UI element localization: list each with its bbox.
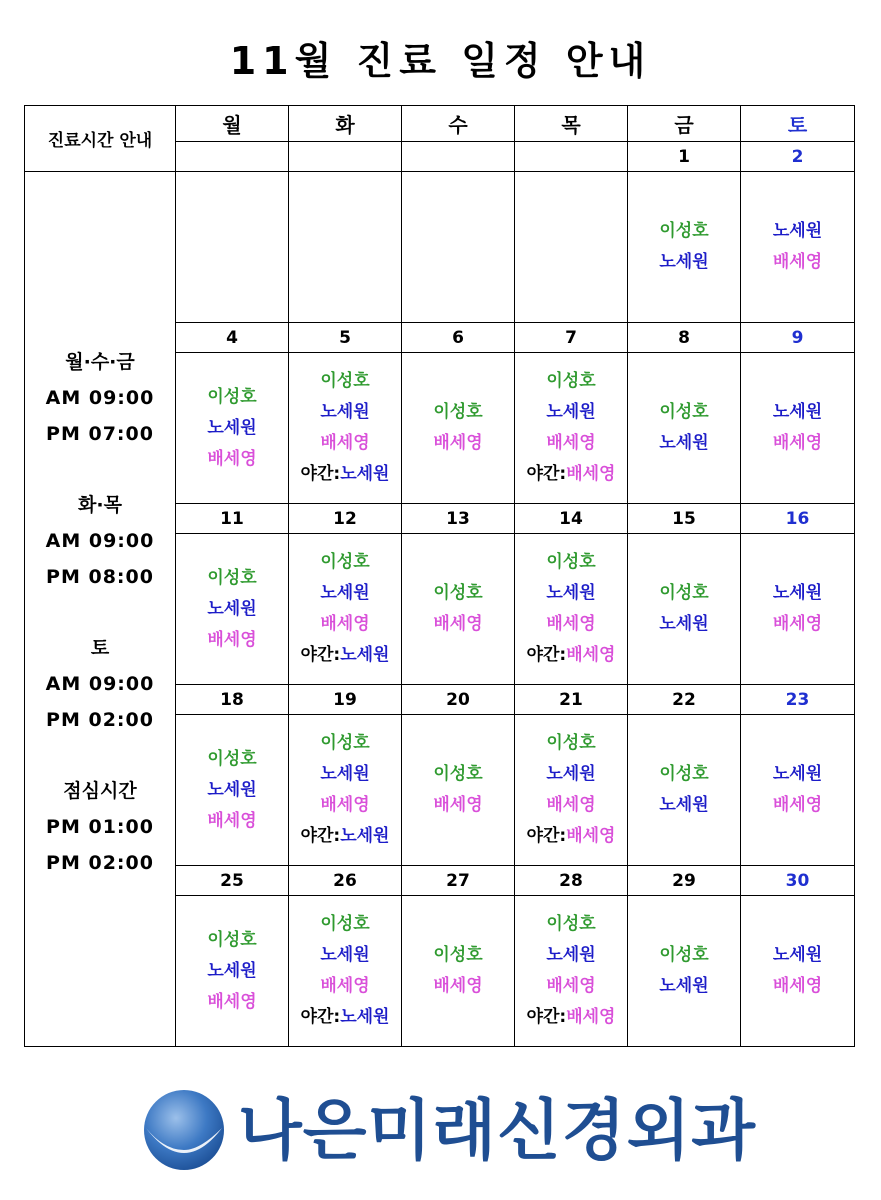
doctor-name: 노세원: [659, 252, 709, 272]
day-cell-sat: [741, 353, 855, 504]
doctor-name: 이성호: [659, 221, 709, 241]
night-shift: [515, 459, 627, 490]
doctor-name: 이성호: [207, 929, 257, 950]
hours-open: AM 09:00: [45, 673, 155, 695]
night-label: 야간:: [526, 1007, 567, 1027]
night-doctor: 노세원: [340, 826, 390, 846]
doctor-name: 노세원: [207, 598, 257, 619]
hours-label: 점심시간: [63, 780, 137, 802]
date-cell-wed: [402, 142, 515, 172]
night-label: 야간:: [300, 826, 341, 846]
hours-open: AM 09:00: [45, 530, 155, 552]
weekday-mon: 월: [176, 106, 289, 142]
date-cell-wed: 20: [402, 685, 515, 715]
date-cell-mon: 4: [176, 323, 289, 353]
doctor-name: 배세영: [546, 976, 596, 996]
doctor-name: 배세영: [207, 991, 257, 1012]
hours-close: PM 08:00: [46, 566, 154, 588]
doctor-name: 이성호: [546, 914, 596, 934]
date-cell-tue: [289, 142, 402, 172]
date-cell-sat: 23: [741, 685, 855, 715]
date-cell-mon: 25: [176, 866, 289, 896]
doctor-name: 노세원: [772, 221, 823, 241]
night-shift: [289, 640, 401, 671]
night-label: 야간:: [526, 826, 567, 846]
date-cell-wed: 6: [402, 323, 515, 353]
night-shift: [515, 1002, 627, 1033]
doctor-name: 노세원: [546, 945, 596, 965]
doctor-name: 노세원: [207, 417, 257, 438]
doctor-name: 배세영: [207, 810, 257, 831]
day-cell-fri: [628, 534, 741, 685]
date-cell-tue: 26: [289, 866, 402, 896]
doctor-name: 이성호: [320, 552, 370, 572]
day-cell-tue: [289, 534, 402, 685]
weekday-wed: 수: [402, 106, 515, 142]
day-cell-sat: [741, 534, 855, 685]
doctor-name: 이성호: [207, 567, 257, 588]
doctor-name: 배세영: [546, 795, 596, 815]
hours-label: 월·수·금: [65, 351, 135, 373]
doctor-name: 배세영: [320, 795, 370, 815]
date-cell-sat: 2: [741, 142, 855, 172]
hours-group: [25, 488, 175, 595]
weekday-thu: 목: [515, 106, 628, 142]
schedule-row: [25, 172, 855, 323]
doctor-name: 이성호: [546, 552, 596, 572]
doctor-name: 노세원: [546, 764, 596, 784]
doctor-name: 노세원: [659, 976, 709, 996]
hours-open: AM 09:00: [45, 387, 155, 409]
doctor-name: 이성호: [433, 583, 483, 603]
weekday-fri: 금: [628, 106, 741, 142]
schedule-table: [24, 105, 855, 1047]
doctor-name: 배세영: [546, 433, 596, 453]
hours-open: PM 01:00: [46, 816, 154, 838]
doctor-name: 노세원: [772, 402, 823, 422]
night-doctor: 노세원: [340, 464, 390, 484]
doctor-name: 노세원: [546, 402, 596, 422]
day-cell-wed: [402, 353, 515, 504]
day-cell-wed: [402, 896, 515, 1047]
night-doctor: 배세영: [566, 645, 616, 665]
doctor-name: 배세영: [546, 614, 596, 634]
date-cell-mon: 11: [176, 504, 289, 534]
day-cell-mon: [176, 715, 289, 866]
hours-label: 토: [90, 637, 110, 659]
doctor-name: 노세원: [659, 614, 709, 634]
night-shift: [515, 640, 627, 671]
clinic-name: 나은미래신경외과: [238, 1092, 757, 1169]
doctor-name: 이성호: [546, 733, 596, 753]
doctor-name: 노세원: [320, 402, 370, 422]
night-doctor: 노세원: [340, 1007, 390, 1027]
doctor-name: 배세영: [433, 976, 483, 996]
weekday-header-row: [25, 106, 855, 142]
night-shift: [289, 821, 401, 852]
night-label: 야간:: [300, 464, 341, 484]
doctor-name: 이성호: [207, 386, 257, 407]
clinic-hours: [25, 172, 176, 1047]
date-cell-wed: 13: [402, 504, 515, 534]
clinic-logo: [140, 1088, 780, 1173]
doctor-name: 배세영: [207, 448, 257, 469]
day-cell-thu: [515, 534, 628, 685]
hours-group: [25, 774, 175, 881]
day-cell-mon: [176, 353, 289, 504]
day-cell-sat: [741, 172, 855, 323]
date-cell-sat: 16: [741, 504, 855, 534]
night-doctor: 노세원: [340, 645, 390, 665]
doctor-name: 이성호: [659, 764, 709, 784]
hours-group: [25, 345, 175, 452]
day-cell-thu: [515, 715, 628, 866]
day-cell-wed: [402, 715, 515, 866]
day-cell-tue: [289, 715, 402, 866]
night-label: 야간:: [526, 645, 567, 665]
date-cell-thu: 14: [515, 504, 628, 534]
night-shift: [289, 1002, 401, 1033]
day-cell-wed: [402, 172, 515, 323]
day-cell-mon: [176, 172, 289, 323]
doctor-name: 노세원: [546, 583, 596, 603]
date-cell-tue: 5: [289, 323, 402, 353]
day-cell-fri: [628, 896, 741, 1047]
day-cell-fri: [628, 172, 741, 323]
hours-close: PM 07:00: [46, 423, 154, 445]
page-title: 11월 진료 일정 안내: [229, 39, 652, 83]
doctor-name: 이성호: [433, 402, 483, 422]
doctor-name: 배세영: [433, 433, 483, 453]
night-doctor: 배세영: [566, 826, 616, 846]
night-label: 야간:: [526, 464, 567, 484]
doctor-name: 노세원: [320, 583, 370, 603]
doctor-name: 노세원: [772, 945, 823, 965]
date-cell-thu: [515, 142, 628, 172]
date-cell-fri: 8: [628, 323, 741, 353]
day-cell-tue: [289, 896, 402, 1047]
date-cell-fri: 15: [628, 504, 741, 534]
doctor-name: 이성호: [659, 945, 709, 965]
doctor-name: 배세영: [320, 976, 370, 996]
day-cell-tue: [289, 172, 402, 323]
night-shift: [289, 459, 401, 490]
day-cell-mon: [176, 896, 289, 1047]
night-shift: [515, 821, 627, 852]
day-cell-sat: [741, 715, 855, 866]
doctor-name: 배세영: [320, 433, 370, 453]
date-cell-fri: 1: [628, 142, 741, 172]
date-cell-tue: 12: [289, 504, 402, 534]
hours-label: 화·목: [78, 494, 122, 516]
doctor-name: 노세원: [207, 960, 257, 981]
date-cell-fri: 22: [628, 685, 741, 715]
date-cell-wed: 27: [402, 866, 515, 896]
date-cell-mon: [176, 142, 289, 172]
doctor-name: 노세원: [659, 795, 709, 815]
doctor-name: 노세원: [772, 583, 823, 603]
day-cell-tue: [289, 353, 402, 504]
weekday-sat: 토: [741, 106, 855, 142]
doctor-name: 이성호: [433, 764, 483, 784]
hours-group: [25, 631, 175, 738]
doctor-name: 이성호: [659, 583, 709, 603]
doctor-name: 노세원: [659, 433, 709, 453]
date-cell-sat: 9: [741, 323, 855, 353]
hours-close: PM 02:00: [46, 709, 154, 731]
doctor-name: 배세영: [433, 795, 483, 815]
doctor-name: 이성호: [320, 733, 370, 753]
doctor-name: 이성호: [320, 371, 370, 391]
doctor-name: 이성호: [546, 371, 596, 391]
doctor-name: 배세영: [772, 976, 823, 996]
day-cell-thu: [515, 896, 628, 1047]
day-cell-thu: [515, 172, 628, 323]
date-cell-thu: 28: [515, 866, 628, 896]
doctor-name: 노세원: [320, 764, 370, 784]
doctor-name: 이성호: [320, 914, 370, 934]
date-cell-thu: 21: [515, 685, 628, 715]
day-cell-sat: [741, 896, 855, 1047]
night-doctor: 배세영: [566, 1007, 616, 1027]
doctor-name: 노세원: [772, 764, 823, 784]
doctor-name: 노세원: [207, 779, 257, 800]
doctor-name: 이성호: [659, 402, 709, 422]
night-label: 야간:: [300, 1007, 341, 1027]
night-doctor: 배세영: [566, 464, 616, 484]
day-cell-mon: [176, 534, 289, 685]
doctor-name: 이성호: [207, 748, 257, 769]
doctor-name: 이성호: [433, 945, 483, 965]
doctor-name: 배세영: [772, 252, 823, 272]
date-cell-sat: 30: [741, 866, 855, 896]
doctor-name: 배세영: [772, 795, 823, 815]
doctor-name: 배세영: [772, 614, 823, 634]
weekday-tue: 화: [289, 106, 402, 142]
schedule-body: [25, 106, 855, 1047]
day-cell-fri: [628, 353, 741, 504]
doctor-name: 배세영: [772, 433, 823, 453]
doctor-name: 노세원: [320, 945, 370, 965]
hours-close: PM 02:00: [46, 852, 154, 874]
doctor-name: 배세영: [207, 629, 257, 650]
date-cell-mon: 18: [176, 685, 289, 715]
night-label: 야간:: [300, 645, 341, 665]
day-cell-thu: [515, 353, 628, 504]
day-cell-fri: [628, 715, 741, 866]
doctor-name: 배세영: [433, 614, 483, 634]
date-cell-tue: 19: [289, 685, 402, 715]
hours-header: 진료시간 안내: [25, 106, 176, 172]
hospital-logo-icon: [140, 1088, 228, 1173]
day-cell-wed: [402, 534, 515, 685]
date-cell-thu: 7: [515, 323, 628, 353]
doctor-name: 배세영: [320, 614, 370, 634]
date-cell-fri: 29: [628, 866, 741, 896]
